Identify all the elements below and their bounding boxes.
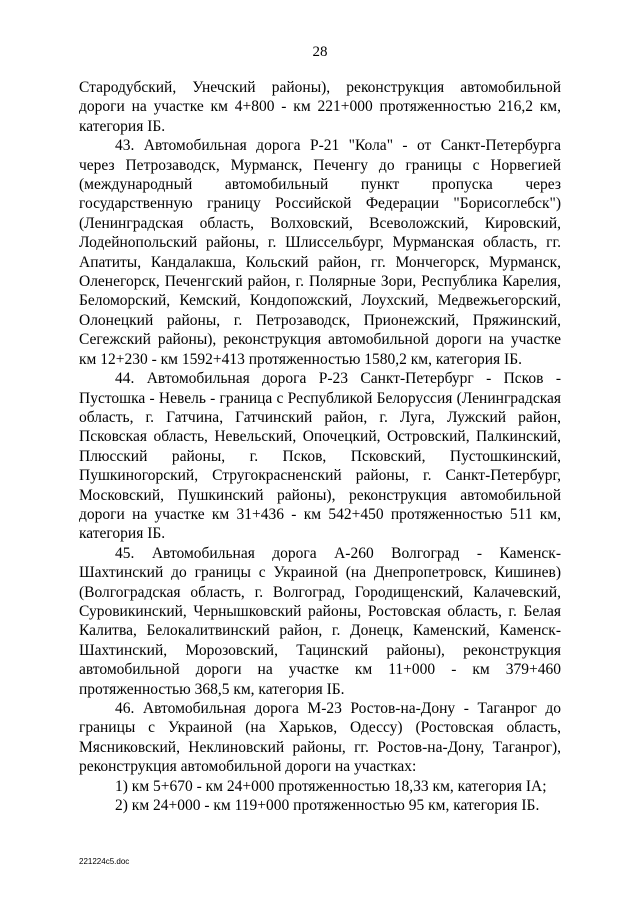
paragraph-item-46-section-2: 2) км 24+000 - км 119+000 протяженностью 95 км, категория IБ. — [115, 797, 540, 815]
page-number: 28 — [312, 44, 328, 60]
paragraph-item-45: 45. Автомобильная дорога А-260 Волгоград - Каменск-Шахтинский до границы с Украиной (на Днепропетровск, Кишинев) (Волгоградская область, г. Волгоград, Городищенский, Калачевский, Суровикинский, Чернышковский районы, Ростовская область, г. Белая Калитва, Белокалитвинский район, г. Донецк, Каменский, Каменск-Шахтинский, Морозовский, Тацинский районы), реконструкция автомобильной дороги на участке км 11+000 - км 379+460 протяженностью 368,5 км, категория IБ. — [79, 544, 561, 698]
paragraph-continuation: Стародубский, Унечский районы), реконструкция автомобильной дороги на участке км 4+800 - км 221+000 протяженностью 216,2 км, категория IБ. — [79, 79, 561, 135]
document-file-id: 221224c5.doc — [79, 857, 130, 866]
paragraph-item-46-section-1: 1) км 5+670 - км 24+000 протяженностью 18,33 км, категория IА; — [115, 777, 547, 795]
paragraph-item-43: 43. Автомобильная дорога Р-21 "Кола" - от Санкт-Петербурга через Петрозаводск, Мурманск, Печенгу до границы с Норвегией (международный автомобильный пункт пропуска через государственную границу Российской Федерации "Борисоглебск") (Ленинградская область, Волховский, Всеволожский, Кировский, Лодейнопольский районы, г. Шлиссельбург, Мурманская область, гг. Апатиты, Кандалакша, Кольский район, гг. Мончегорск, Мурманск, Оленегорск, Печенгский район, г. Полярные Зори, Республика Карелия, Беломорский, Кемский, Кондопожский, Лоухский, Медвежьегорский, Олонецкий районы, г. Петрозаводск, Прионежский, Пряжинский, Сегежский районы), реконструкция автомобильной дороги на участке км 12+230 - км 1592+413 протяженностью 1580,2 км, категория IБ. — [79, 137, 561, 368]
document-body — [79, 78, 561, 815]
paragraph-item-46: 46. Автомобильная дорога М-23 Ростов-на-Дону - Таганрог до границы с Украиной (на Харьков, Одессу) (Ростовская область, Мясниковский, Неклиновский районы, гг. Ростов-на-Дону, Таганрог), реконструкция автомобильной дороги на участках: — [79, 700, 561, 776]
paragraph-item-44: 44. Автомобильная дорога Р-23 Санкт-Петербург - Псков - Пустошка - Невель - граница с Республикой Белоруссия (Ленинградская область, г. Гатчина, Гатчинский район, г. Луга, Лужский район, Псковская область, Невельский, Опочецкий, Островский, Палкинский, Плюсский районы, г. Псков, Псковский, Пустошкинский, Пушкиногорский, Стругокрасненский районы, г. Санкт-Петербург, Московский, Пушкинский районы), реконструкция автомобильной дороги на участке км 31+436 - км 542+450 протяженностью 511 км, категория IБ. — [79, 370, 561, 543]
